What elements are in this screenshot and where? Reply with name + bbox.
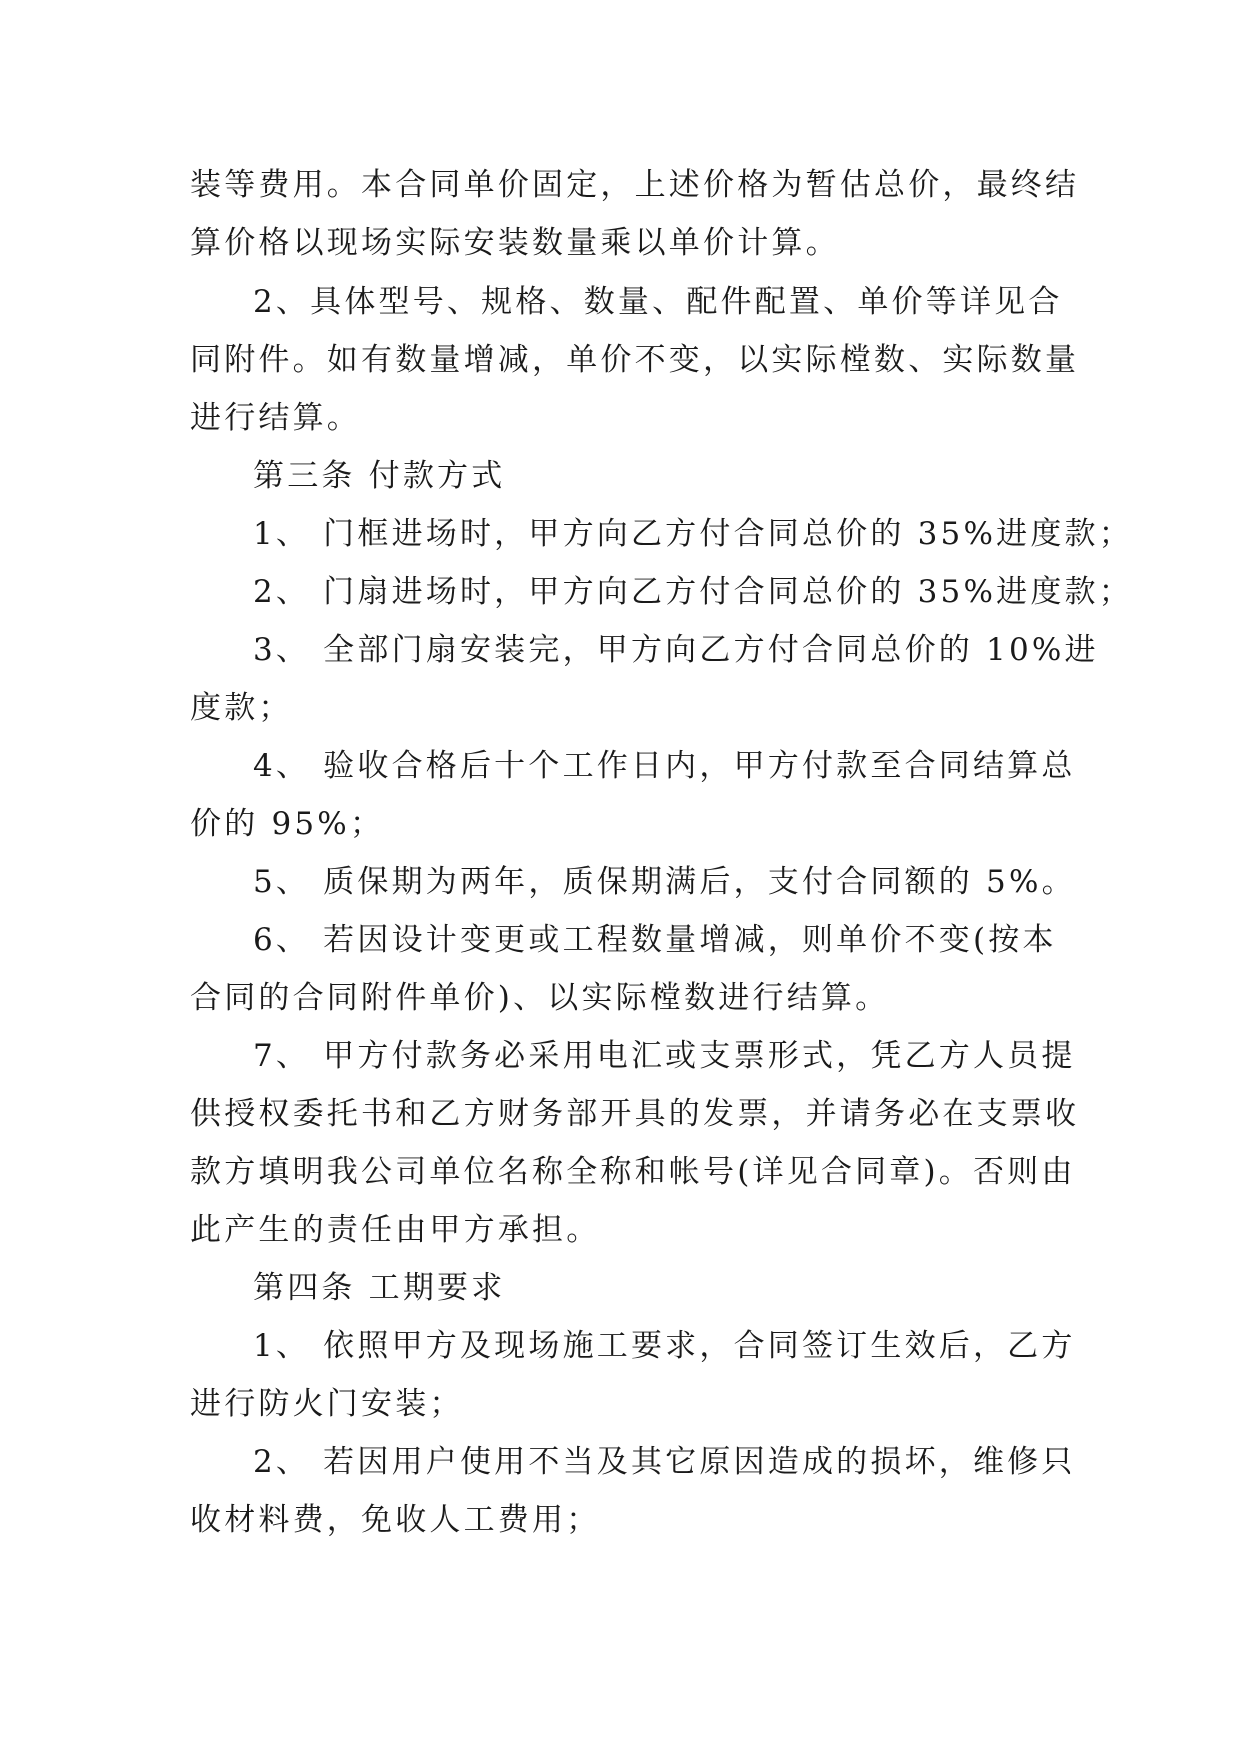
text-line: 1、 依照甲方及现场施工要求，合同签订生效后，乙方: [253, 1328, 1076, 1364]
text-line: 5、 质保期为两年，质保期满后，支付合同额的 5%。: [253, 864, 1076, 900]
text-line: 2、 若因用户使用不当及其它原因造成的损坏，维修只: [253, 1444, 1076, 1480]
text-line: 2、具体型号、规格、数量、配件配置、单价等详见合: [253, 284, 1063, 320]
text-line: 度款；: [190, 690, 293, 726]
text-line: 同附件。如有数量增减，单价不变，以实际樘数、实际数量: [190, 342, 1080, 378]
text-line: 4、 验收合格后十个工作日内，甲方付款至合同结算总: [253, 748, 1076, 784]
text-line: 进行防火门安装；: [190, 1386, 464, 1422]
section-heading: 第三条 付款方式: [253, 458, 506, 494]
text-line: 7、 甲方付款务必采用电汇或支票形式，凭乙方人员提: [253, 1038, 1076, 1074]
text-line: 3、 全部门扇安装完，甲方向乙方付合同总价的 10%进: [253, 632, 1099, 668]
text-line: 装等费用。本合同单价固定，上述价格为暂估总价，最终结: [190, 167, 1080, 203]
text-line: 6、 若因设计变更或工程数量增减，则单价不变(按本: [253, 922, 1057, 958]
text-line: 1、 门框进场时，甲方向乙方付合同总价的 35%进度款；: [253, 516, 1133, 552]
text-line: 供授权委托书和乙方财务部开具的发票，并请务必在支票收: [190, 1096, 1080, 1132]
text-line: 收材料费，免收人工费用；: [190, 1502, 601, 1538]
text-line: 价的 95%；: [190, 806, 385, 842]
text-line: 算价格以现场实际安装数量乘以单价计算。: [190, 225, 840, 261]
text-line: 此产生的责任由甲方承担。: [190, 1212, 601, 1248]
text-line: 2、 门扇进场时，甲方向乙方付合同总价的 35%进度款；: [253, 574, 1133, 610]
text-line: 款方填明我公司单位名称全称和帐号(详见合同章)。否则由: [190, 1154, 1076, 1190]
section-heading: 第四条 工期要求: [253, 1270, 506, 1306]
text-line: 合同的合同附件单价)、以实际樘数进行结算。: [190, 980, 890, 1016]
text-line: 进行结算。: [190, 400, 361, 436]
